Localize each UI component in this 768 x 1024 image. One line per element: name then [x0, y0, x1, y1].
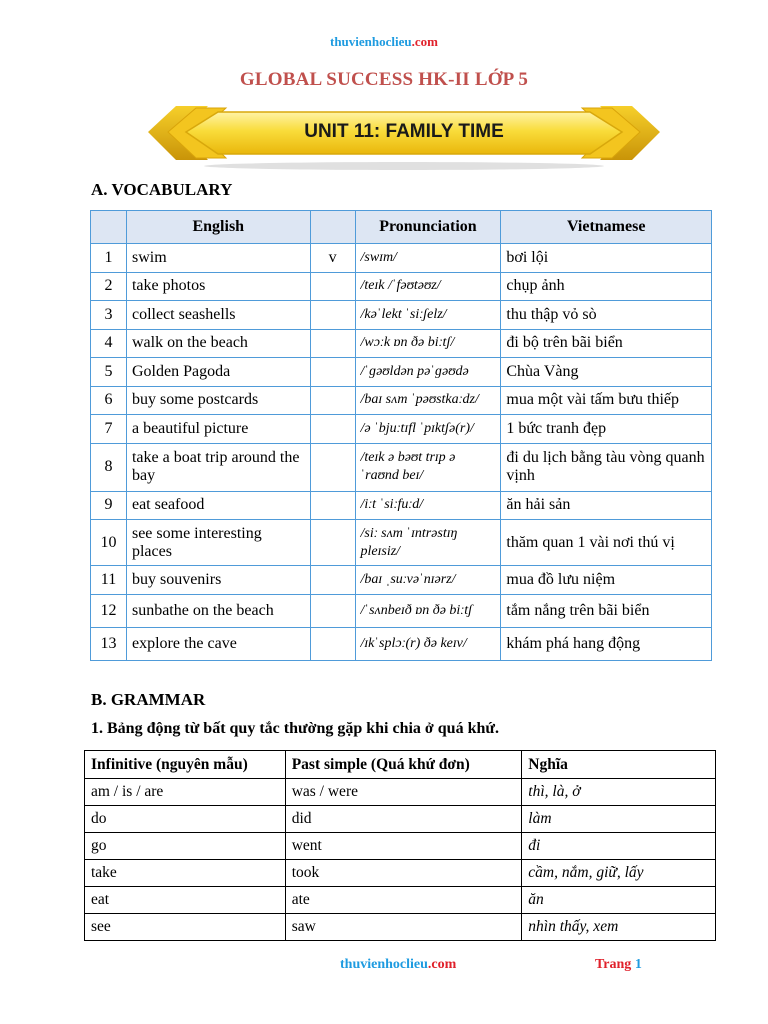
vocabulary-row [91, 627, 712, 660]
vietnamese-meaning: thăm quan 1 vài nơi thú vị [501, 520, 712, 566]
row-number: 9 [91, 491, 127, 520]
word-type [310, 358, 355, 387]
row-number: 4 [91, 329, 127, 358]
site-domain: .com [411, 34, 438, 49]
english-term: sunbathe on the beach [126, 594, 310, 627]
grammar-header-row [85, 751, 716, 779]
row-number: 7 [91, 415, 127, 444]
pronunciation: /ɪkˈsplɔː(r) ðə keɪv/ [355, 627, 501, 660]
meaning: làm [522, 806, 716, 833]
english-term: see some interesting places [126, 520, 310, 566]
infinitive: go [85, 833, 286, 860]
pronunciation: /kəˈlekt ˈsiːʃelz/ [355, 301, 501, 330]
vocabulary-row [91, 443, 712, 491]
word-type [310, 627, 355, 660]
verb-row [85, 833, 716, 860]
past-simple: ate [285, 887, 522, 914]
infinitive: take [85, 860, 286, 887]
verb-row [85, 860, 716, 887]
vocabulary-row [91, 520, 712, 566]
verb-row [85, 779, 716, 806]
word-type [310, 566, 355, 595]
pronunciation: /teɪk ə bəʊt trɪp ə ˈraʊnd beɪ/ [355, 443, 501, 491]
row-number: 2 [91, 272, 127, 301]
footer-site-domain: .com [427, 957, 457, 972]
vocabulary-row [91, 594, 712, 627]
vocabulary-row [91, 415, 712, 444]
vocabulary-row [91, 386, 712, 415]
row-number: 13 [91, 627, 127, 660]
meaning: thì, là, ở [522, 779, 716, 806]
word-type [310, 491, 355, 520]
row-number: 5 [91, 358, 127, 387]
row-number: 11 [91, 566, 127, 595]
site-header-link[interactable] [0, 34, 768, 50]
pronunciation: /siː sʌm ˈɪntrəstɪŋ pleɪsiz/ [355, 520, 501, 566]
row-number: 10 [91, 520, 127, 566]
pronunciation: /iːt ˈsiːfuːd/ [355, 491, 501, 520]
vocabulary-row [91, 272, 712, 301]
pronunciation: /baɪ sʌm ˈpəʊstkaːdz/ [355, 386, 501, 415]
pronunciation: /ˈsʌnbeɪð ɒn ðə biːtʃ [355, 594, 501, 627]
col-number [91, 211, 127, 244]
footer-site-name: thuvienhoclieu [340, 957, 428, 972]
unit-title: UNIT 11: FAMILY TIME [304, 121, 504, 142]
vietnamese-meaning: chụp ảnh [501, 272, 712, 301]
english-term: take a boat trip around the bay [126, 443, 310, 491]
infinitive: eat [85, 887, 286, 914]
word-type [310, 520, 355, 566]
vietnamese-meaning: thu thập vỏ sò [501, 301, 712, 330]
meaning: ăn [522, 887, 716, 914]
vocabulary-header-row [91, 211, 712, 244]
row-number: 6 [91, 386, 127, 415]
col-vietnamese: Vietnamese [501, 211, 712, 244]
vocabulary-row [91, 244, 712, 273]
meaning: nhìn thấy, xem [522, 914, 716, 941]
vietnamese-meaning: tắm nắng trên bãi biển [501, 594, 712, 627]
past-simple: took [285, 860, 522, 887]
infinitive: do [85, 806, 286, 833]
infinitive: see [85, 914, 286, 941]
vietnamese-meaning: đi du lịch bằng tàu vòng quanh vịnh [501, 443, 712, 491]
row-number: 8 [91, 443, 127, 491]
pronunciation: /baɪ ˌsuːvəˈnɪərz/ [355, 566, 501, 595]
word-type [310, 329, 355, 358]
vocabulary-row [91, 358, 712, 387]
vocabulary-row [91, 329, 712, 358]
word-type [310, 272, 355, 301]
word-type [310, 301, 355, 330]
word-type [310, 594, 355, 627]
vocabulary-table [90, 210, 712, 661]
verb-row [85, 914, 716, 941]
infinitive: am / is / are [85, 779, 286, 806]
past-simple: did [285, 806, 522, 833]
vocabulary-row [91, 301, 712, 330]
meaning: đi [522, 833, 716, 860]
pronunciation: /ə ˈbjuːtɪfl ˈpɪktʃə(r)/ [355, 415, 501, 444]
pronunciation: /ˈɡəʊldən pəˈɡəʊdə [355, 358, 501, 387]
document-title: GLOBAL SUCCESS HK-II LỚP 5 [239, 69, 529, 90]
row-number: 12 [91, 594, 127, 627]
word-type [310, 443, 355, 491]
vocabulary-row [91, 491, 712, 520]
vietnamese-meaning: mua đồ lưu niệm [501, 566, 712, 595]
irregular-verbs-table [84, 750, 716, 941]
page-number: 1 [634, 957, 642, 972]
row-number: 3 [91, 301, 127, 330]
vietnamese-meaning: khám phá hang động [501, 627, 712, 660]
english-term: eat seafood [126, 491, 310, 520]
col-type [310, 211, 355, 244]
english-term: explore the cave [126, 627, 310, 660]
page-indicator [595, 957, 642, 973]
col-meaning: Nghĩa [522, 751, 716, 779]
english-term: swim [126, 244, 310, 273]
verb-row [85, 887, 716, 914]
english-term: walk on the beach [126, 329, 310, 358]
english-term: buy souvenirs [126, 566, 310, 595]
grammar-heading: B. GRAMMAR [91, 690, 206, 709]
col-past-simple: Past simple (Quá khứ đơn) [285, 751, 522, 779]
past-simple: was / were [285, 779, 522, 806]
vietnamese-meaning: Chùa Vàng [501, 358, 712, 387]
meaning: cầm, nắm, giữ, lấy [522, 860, 716, 887]
english-term: buy some postcards [126, 386, 310, 415]
unit-banner [146, 104, 662, 174]
past-simple: saw [285, 914, 522, 941]
row-number: 1 [91, 244, 127, 273]
col-infinitive: Infinitive (nguyên mẫu) [85, 751, 286, 779]
word-type [310, 415, 355, 444]
vietnamese-meaning: mua một vài tấm bưu thiếp [501, 386, 712, 415]
past-simple: went [285, 833, 522, 860]
pronunciation: /teɪk /ˈfəʊtəʊz/ [355, 272, 501, 301]
vietnamese-meaning: bơi lội [501, 244, 712, 273]
pronunciation: /swɪm/ [355, 244, 501, 273]
word-type [310, 386, 355, 415]
grammar-subheading: 1. Bảng động từ bất quy tắc thường gặp khi chia ở quá khứ. [91, 720, 499, 737]
vocabulary-row [91, 566, 712, 595]
pronunciation: /wɔːk ɒn ðə biːtʃ/ [355, 329, 501, 358]
english-term: a beautiful picture [126, 415, 310, 444]
col-pronunciation: Pronunciation [355, 211, 501, 244]
verb-row [85, 806, 716, 833]
footer-site-link[interactable] [340, 957, 456, 973]
site-name: thuvienhoclieu [330, 34, 412, 49]
page-label: Trang [595, 957, 632, 972]
word-type: v [310, 244, 355, 273]
english-term: collect seashells [126, 301, 310, 330]
vietnamese-meaning: đi bộ trên bãi biển [501, 329, 712, 358]
col-english: English [126, 211, 310, 244]
vocabulary-heading: A. VOCABULARY [91, 180, 233, 199]
vietnamese-meaning: ăn hải sản [501, 491, 712, 520]
english-term: take photos [126, 272, 310, 301]
english-term: Golden Pagoda [126, 358, 310, 387]
vietnamese-meaning: 1 bức tranh đẹp [501, 415, 712, 444]
